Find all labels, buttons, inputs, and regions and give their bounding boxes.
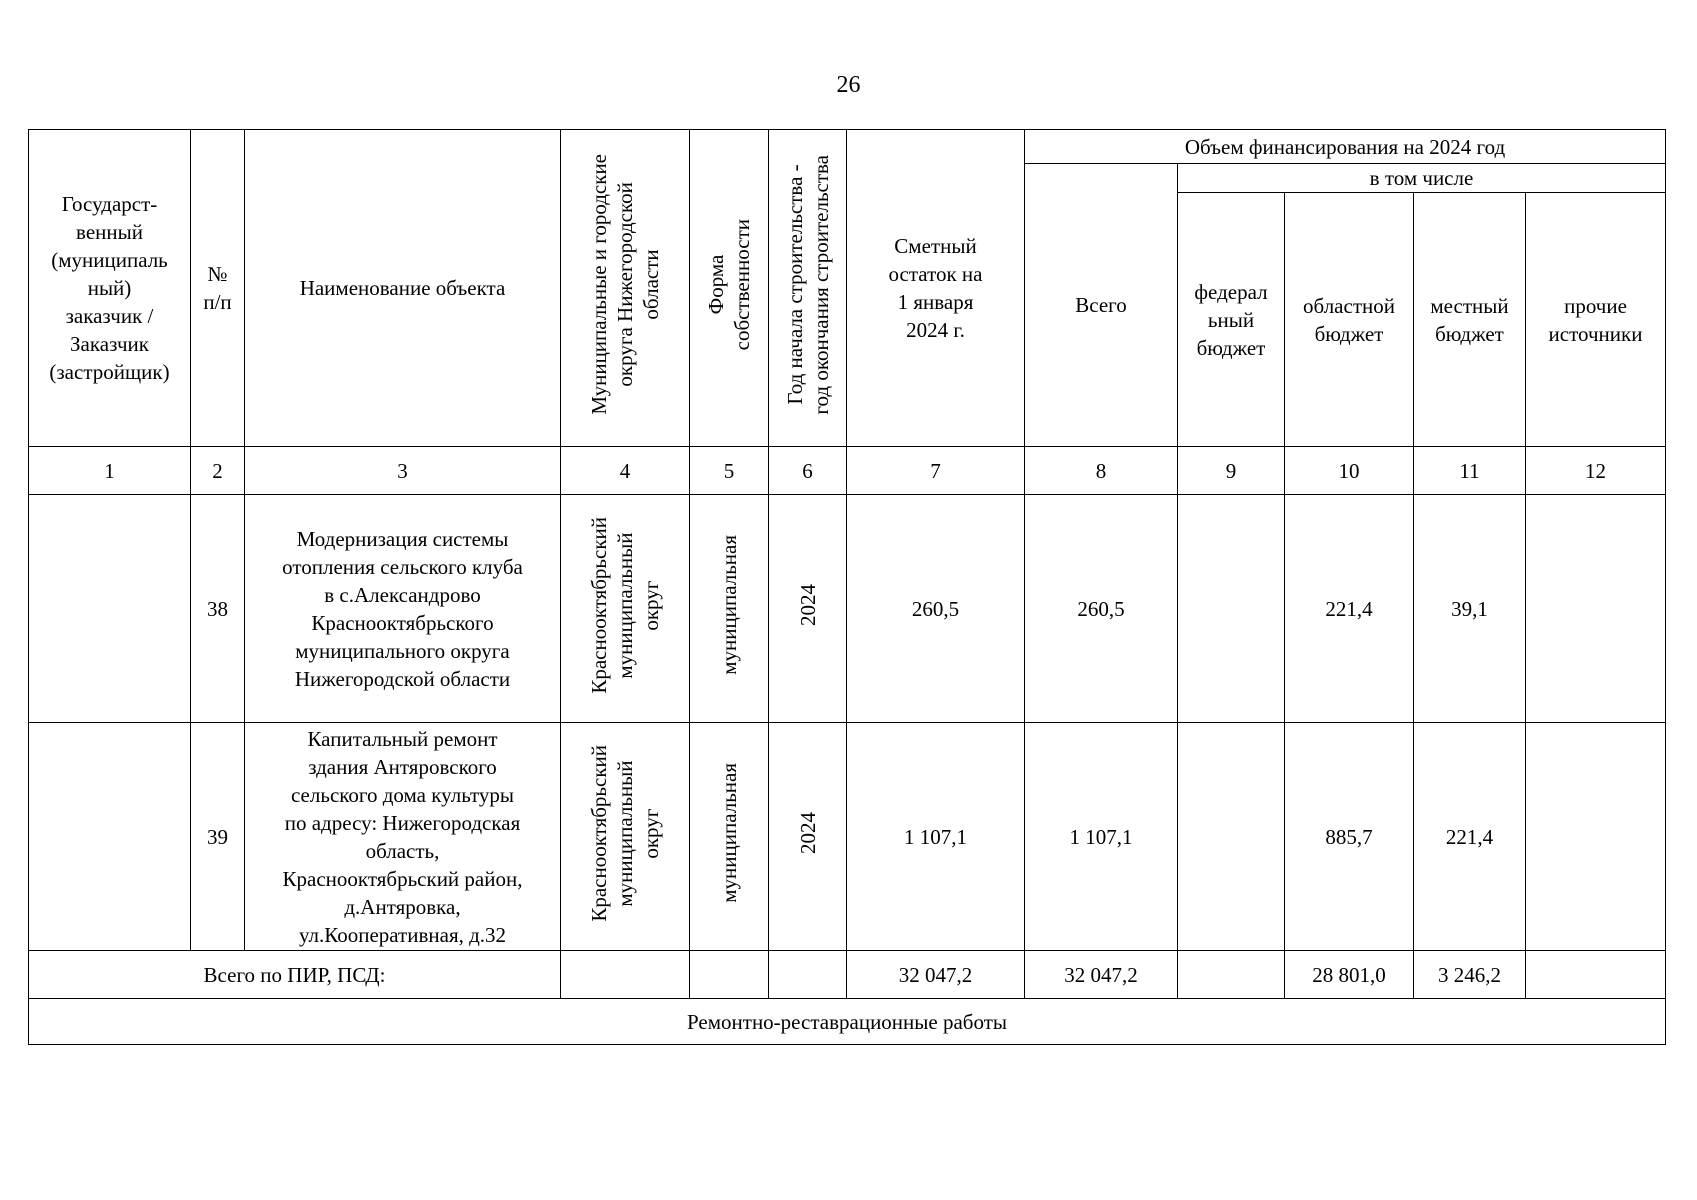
summary-row <box>29 951 1666 999</box>
row-other <box>1526 495 1666 723</box>
header-object-name: Наименование объекта <box>245 130 561 447</box>
row-years: 2024 <box>769 723 847 951</box>
column-number: 3 <box>245 447 561 495</box>
row-district: Краснооктябрьский муниципальный округ <box>561 495 690 723</box>
header-including: в том числе <box>1178 164 1666 193</box>
section-title: Ремонтно-реставрационные работы <box>29 999 1666 1045</box>
column-number: 5 <box>690 447 769 495</box>
summary-local: 3 246,2 <box>1414 951 1526 999</box>
row-other <box>1526 723 1666 951</box>
column-number: 10 <box>1285 447 1414 495</box>
row-customer <box>29 723 191 951</box>
column-number: 4 <box>561 447 690 495</box>
summary-regional: 28 801,0 <box>1285 951 1414 999</box>
row-regional: 885,7 <box>1285 723 1414 951</box>
row-number: 38 <box>191 495 245 723</box>
summary-empty <box>561 951 690 999</box>
section-row <box>29 999 1666 1045</box>
table-row <box>29 495 1666 723</box>
column-number: 12 <box>1526 447 1666 495</box>
row-customer <box>29 495 191 723</box>
summary-empty <box>690 951 769 999</box>
row-total: 1 107,1 <box>1025 723 1178 951</box>
row-district: Краснооктябрьский муниципальный округ <box>561 723 690 951</box>
row-local: 39,1 <box>1414 495 1526 723</box>
header-total: Всего <box>1025 164 1178 447</box>
row-estimate: 260,5 <box>847 495 1025 723</box>
column-number: 6 <box>769 447 847 495</box>
header-local: местный бюджет <box>1414 193 1526 447</box>
row-regional: 221,4 <box>1285 495 1414 723</box>
summary-estimate: 32 047,2 <box>847 951 1025 999</box>
column-number: 1 <box>29 447 191 495</box>
row-ownership: муниципальная <box>690 723 769 951</box>
row-total: 260,5 <box>1025 495 1178 723</box>
column-number: 11 <box>1414 447 1526 495</box>
row-years: 2024 <box>769 495 847 723</box>
table-row <box>29 723 1666 951</box>
header-ownership: Форма собственности <box>690 130 769 447</box>
column-number-row <box>29 447 1666 495</box>
summary-other <box>1526 951 1666 999</box>
header-number: № п/п <box>191 130 245 447</box>
summary-empty <box>769 951 847 999</box>
investment-program-table <box>28 129 1666 1045</box>
row-ownership: муниципальная <box>690 495 769 723</box>
header-federal: федерал ьный бюджет <box>1178 193 1285 447</box>
header-years: Год начала строительства - год окончания строительства <box>769 130 847 447</box>
row-federal <box>1178 495 1285 723</box>
row-estimate: 1 107,1 <box>847 723 1025 951</box>
row-local: 221,4 <box>1414 723 1526 951</box>
header-other: прочие источники <box>1526 193 1666 447</box>
page-number: 26 <box>836 72 861 98</box>
header-regional: областной бюджет <box>1285 193 1414 447</box>
header-customer: Государст- венный (муниципаль ный) заказчик / Заказчик (застройщик) <box>29 130 191 447</box>
header-funding-title: Объем финансирования на 2024 год <box>1025 130 1666 164</box>
summary-federal <box>1178 951 1285 999</box>
column-number: 9 <box>1178 447 1285 495</box>
row-object-name: Капитальный ремонт здания Антяровского сельского дома культуры по адресу: Нижегородская область, Краснооктябрьский район, д.Антяровка, ул.Кооперативная, д.32 <box>245 723 561 951</box>
summary-label: Всего по ПИР, ПСД: <box>29 951 561 999</box>
column-number: 7 <box>847 447 1025 495</box>
row-object-name: Модернизация системы отопления сельского клуба в с.Александрово Краснооктябрьского муниципального округа Нижегородской области <box>245 495 561 723</box>
row-number: 39 <box>191 723 245 951</box>
summary-total: 32 047,2 <box>1025 951 1178 999</box>
row-federal <box>1178 723 1285 951</box>
header-estimate: Сметный остаток на 1 января 2024 г. <box>847 130 1025 447</box>
header-district: Муниципальные и городские округа Нижегородской области <box>561 130 690 447</box>
column-number: 2 <box>191 447 245 495</box>
column-number: 8 <box>1025 447 1178 495</box>
